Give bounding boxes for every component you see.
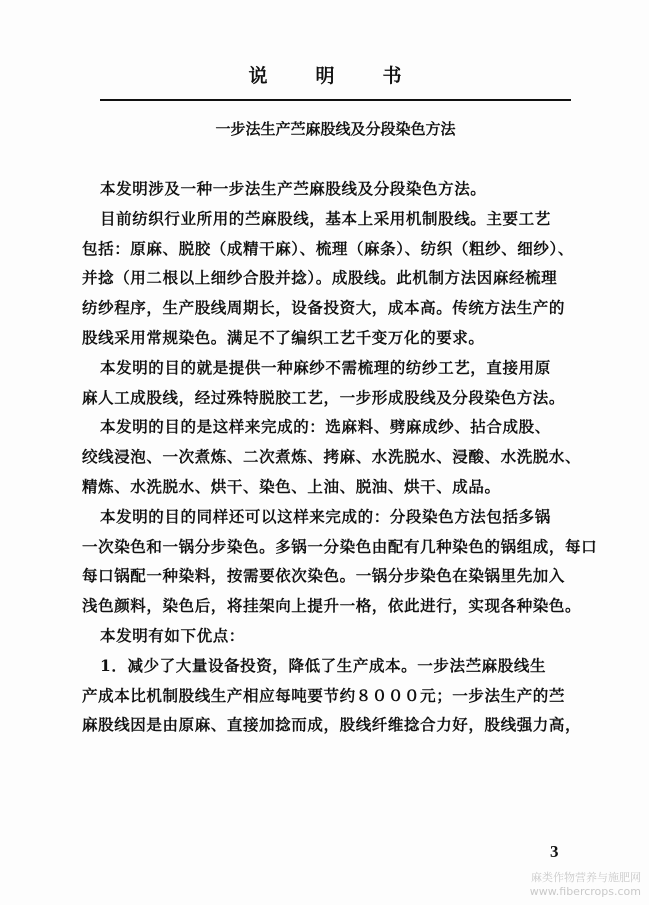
page-number: 3 xyxy=(550,842,559,861)
body-line: 本发明的目的同样还可以这样来完成的：分段染色方法包括多锅 xyxy=(100,506,551,526)
body-line: 绞线浸泡、一次煮炼、二次煮炼、拷麻、水洗脱水、浸酸、水洗脱水、 xyxy=(82,447,582,467)
body-line: 本发明有如下优点： xyxy=(100,625,245,645)
document-header xyxy=(0,62,649,92)
body-line: 1．减少了大量设备投资，降低了生产成本。一步法苎麻股线生 xyxy=(100,655,547,675)
document-body xyxy=(82,174,598,740)
body-line: 本发明的目的就是提供一种麻纱不需梳理的纺纱工艺，直接用原 xyxy=(100,357,551,377)
body-line: 包括：原麻、脱胶（成精干麻）、梳理（麻条）、纺织（粗纱、细纱）、 xyxy=(82,238,574,258)
body-line: 浅色颜料，染色后，将挂架向上提升一格，依此进行，实现各种染色。 xyxy=(82,596,582,616)
body-line: 麻股线因是由原麻、直接加捻而成，股线纤维捻合力好，股线强力高， xyxy=(82,715,582,735)
body-line: 纺纱程序，生产股线周期长，设备投资大，成本高。传统方法生产的 xyxy=(82,298,566,318)
watermark-line: www.fibercrops.com xyxy=(529,885,641,898)
body-line: 每口锅配一种染料，按需要依次染色。一锅分步染色在染锅里先加入 xyxy=(82,566,566,586)
body-line: 精炼、水洗脱水、烘干、染色、上油、脱油、烘干、成品。 xyxy=(82,476,501,496)
body-line: 一次染色和一锅分步染色。多锅一分染色由配有几种染色的锅组成，每口 xyxy=(82,536,598,556)
body-line: 麻人工成股线，经过殊特脱胶工艺，一步形成股线及分段染色方法。 xyxy=(82,387,566,407)
watermark xyxy=(530,871,641,899)
header-divider xyxy=(100,99,571,101)
header-title: 说明书 xyxy=(248,65,450,87)
body-line: 本发明涉及一种一步法生产苎麻股线及分段染色方法。 xyxy=(100,179,487,198)
body-line: 产成本比机制股线生产相应每吨要节约８０００元；一步法生产的苎 xyxy=(82,685,566,705)
body-line: 本发明的目的是这样来完成的：选麻料、劈麻成纱、拈合成股、 xyxy=(100,417,551,437)
body-line: 股线采用常规染色。满足不了编织工艺千变万化的要求。 xyxy=(82,327,485,347)
body-line: 并捻（用二根以上细纱合股并捻）。成股线。此机制方法因麻经梳理 xyxy=(82,268,558,288)
body-line: 目前纺织行业所用的苎麻股线，基本上采用机制股线。主要工艺 xyxy=(100,208,551,228)
watermark-line: 麻类作物营养与施肥网 xyxy=(531,871,641,884)
document-title: 一步法生产苎麻股线及分段染色方法 xyxy=(215,120,456,138)
